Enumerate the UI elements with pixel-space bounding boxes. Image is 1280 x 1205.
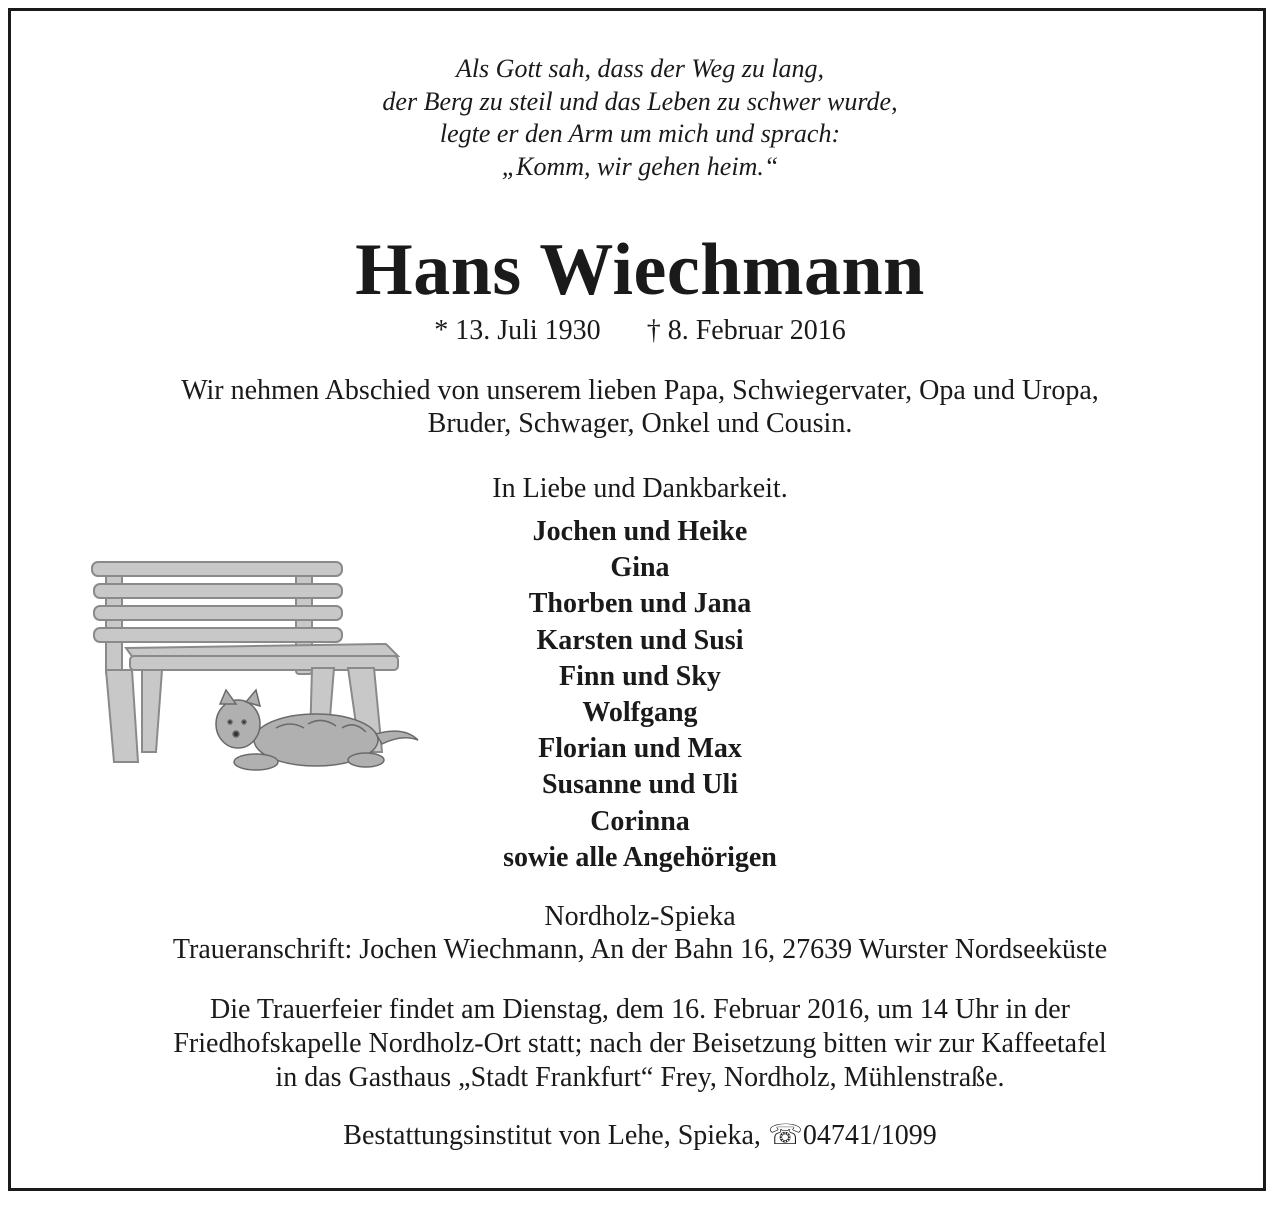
family-member: Wolfgang bbox=[582, 697, 698, 729]
family-member: Gina bbox=[610, 552, 670, 584]
farewell-line: Bruder, Schwager, Onkel und Cousin. bbox=[427, 408, 853, 439]
family-member: Jochen und Heike bbox=[532, 516, 748, 547]
closing-phrase: In Liebe und Dankbarkeit. bbox=[492, 473, 788, 504]
family-member: Thorben und Jana bbox=[528, 588, 752, 620]
birth-date: * 13. Juli 1930 bbox=[434, 315, 601, 346]
poem-line: „Komm, wir gehen heim.“ bbox=[501, 151, 779, 181]
death-date: † 8. Februar 2016 bbox=[646, 315, 846, 346]
family-member: Corinna bbox=[590, 805, 690, 837]
ceremony-line: Die Trauerfeier findet am Dienstag, dem 16. Februar 2016, um 14 Uhr in der bbox=[209, 994, 1070, 1025]
undertaker-name: Bestattungsinstitut von Lehe, Spieka, bbox=[343, 1120, 761, 1151]
poem bbox=[0, 53, 1280, 183]
poem-line: der Berg zu steil und das Leben zu schwer wurde, bbox=[382, 86, 898, 116]
mourning-address: Traueranschrift: Jochen Wiechmann, An der Bahn 16, 27639 Wurster Nordseeküste bbox=[172, 934, 1108, 965]
undertaker-info bbox=[0, 1119, 1280, 1153]
ceremony-details bbox=[0, 993, 1280, 1095]
family-member: Finn und Sky bbox=[559, 660, 721, 692]
family-member: Karsten und Susi bbox=[536, 624, 744, 656]
farewell-text bbox=[0, 374, 1280, 440]
deceased-name: Hans Wiechmann bbox=[355, 229, 925, 311]
ceremony-line: in das Gasthaus „Stadt Frankfurt“ Frey, Nordholz, Mühlenstraße. bbox=[275, 1062, 1005, 1093]
telephone-icon: ☏ bbox=[767, 1120, 803, 1151]
farewell-line: Wir nehmen Abschied von unserem lieben Papa, Schwiegervater, Opa und Uropa, bbox=[181, 375, 1099, 406]
life-dates bbox=[0, 313, 1280, 349]
location: Nordholz-Spieka bbox=[544, 901, 736, 932]
bench-with-dog-illustration bbox=[86, 552, 426, 788]
family-member: sowie alle Angehörigen bbox=[503, 841, 777, 873]
ceremony-line: Friedhofskapelle Nordholz-Ort statt; nach der Beisetzung bitten wir zur Kaffeetafel bbox=[173, 1028, 1107, 1059]
poem-line: legte er den Arm um mich und sprach: bbox=[439, 119, 841, 148]
undertaker-phone: 04741/1099 bbox=[802, 1120, 937, 1151]
poem-line: Als Gott sah, dass der Weg zu lang, bbox=[455, 54, 825, 83]
family-member: Florian und Max bbox=[538, 733, 742, 765]
family-member: Susanne und Uli bbox=[541, 769, 739, 801]
